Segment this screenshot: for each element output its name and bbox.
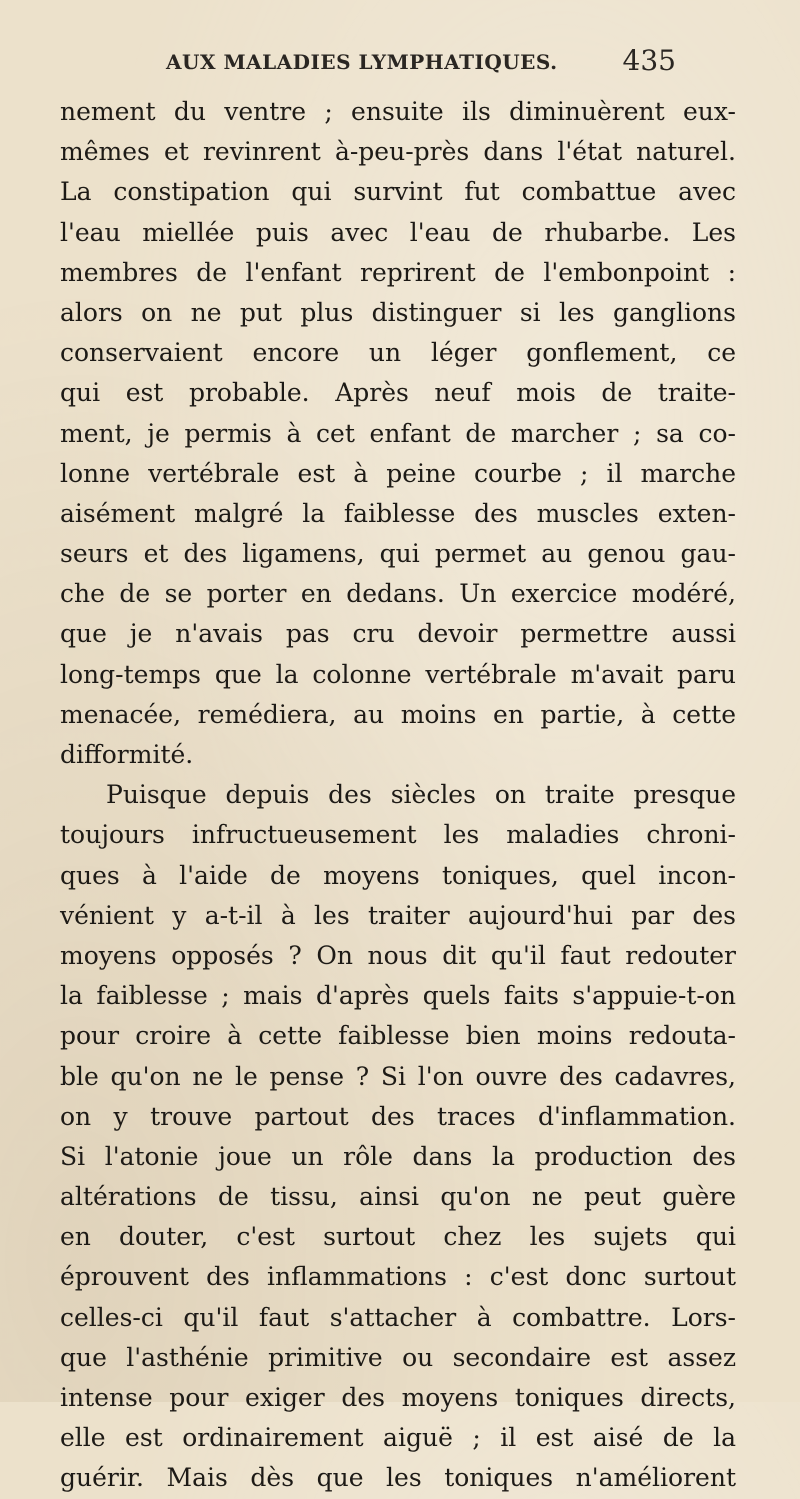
text-line: ble qu'on ne le pense ? Si l'on ouvre des cadavres, <box>60 1061 736 1091</box>
text-line: intense pour exiger des moyens toniques directs, <box>60 1383 736 1412</box>
text-line: vénient y a-t-il à les traiter aujourd'hui par des <box>60 900 736 930</box>
text-line: La constipation qui survint fut combattue avec <box>60 177 736 207</box>
text-line: conservaient encore un léger gonflement, ce <box>60 338 736 368</box>
body-text <box>60 92 736 1499</box>
running-title: AUX MALADIES LYMPHATIQUES. <box>166 50 558 74</box>
text-line: ment, je permis à cet enfant de marcher ; sa co- <box>60 418 736 448</box>
text-line: long-temps que la colonne vertébrale m'avait paru <box>60 659 736 689</box>
text-line: que l'asthénie primitive ou secondaire est assez <box>60 1342 736 1372</box>
text-line: elle est ordinairement aiguë ; il est aisé de la <box>60 1423 736 1453</box>
text-line: guérir. Mais dès que les toniques n'améliorent <box>60 1463 736 1493</box>
text-line: lonne vertébrale est à peine courbe ; il marche <box>60 458 736 488</box>
text-line: moyens opposés ? On nous dit qu'il faut redouter <box>60 940 736 970</box>
text-line: la faiblesse ; mais d'après quels faits s'appuie-t-on <box>60 981 736 1011</box>
text-line: che de se porter en dedans. Un exercice modéré, <box>60 579 736 609</box>
text-line: seurs et des ligamens, qui permet au genou gau- <box>60 539 736 569</box>
text-line: l'eau miellée puis avec l'eau de rhubarbe. Les <box>60 217 736 247</box>
text-line: Si l'atonie joue un rôle dans la production des <box>60 1141 736 1171</box>
text-line: menacée, remédiera, au moins en partie, à cette <box>60 699 736 729</box>
text-line: éprouvent des inflammations : c'est donc surtout <box>60 1262 736 1292</box>
page-number: 435 <box>622 44 676 77</box>
text-line: pour croire à cette faiblesse bien moins redouta- <box>60 1021 736 1051</box>
text-line: mêmes et revinrent à-peu-près dans l'état naturel. <box>60 137 736 167</box>
paragraph-end-line: difformité. <box>60 740 194 769</box>
text-line: que je n'avais pas cru devoir permettre aussi <box>60 619 736 649</box>
text-line: toujours infructueusement les maladies chroni- <box>60 820 736 850</box>
text-line: on y trouve partout des traces d'inflammation. <box>60 1101 736 1131</box>
paragraph-start-line: Puisque depuis des siècles on traite presque <box>106 780 736 810</box>
text-line: membres de l'enfant reprirent de l'embonpoint : <box>60 257 736 287</box>
running-head <box>166 44 676 84</box>
text-line: altérations de tissu, ainsi qu'on ne peut guère <box>60 1182 736 1212</box>
text-line: en douter, c'est surtout chez les sujets qui <box>60 1222 736 1252</box>
text-line: qui est probable. Après neuf mois de traite- <box>60 378 736 408</box>
text-line: ques à l'aide de moyens toniques, quel incon- <box>60 860 736 890</box>
text-line: alors on ne put plus distinguer si les ganglions <box>60 297 736 327</box>
text-line: aisément malgré la faiblesse des muscles exten- <box>60 498 736 528</box>
text-line: nement du ventre ; ensuite ils diminuèrent eux- <box>60 97 736 126</box>
text-line: celles-ci qu'il faut s'attacher à combattre. Lors- <box>60 1302 736 1332</box>
